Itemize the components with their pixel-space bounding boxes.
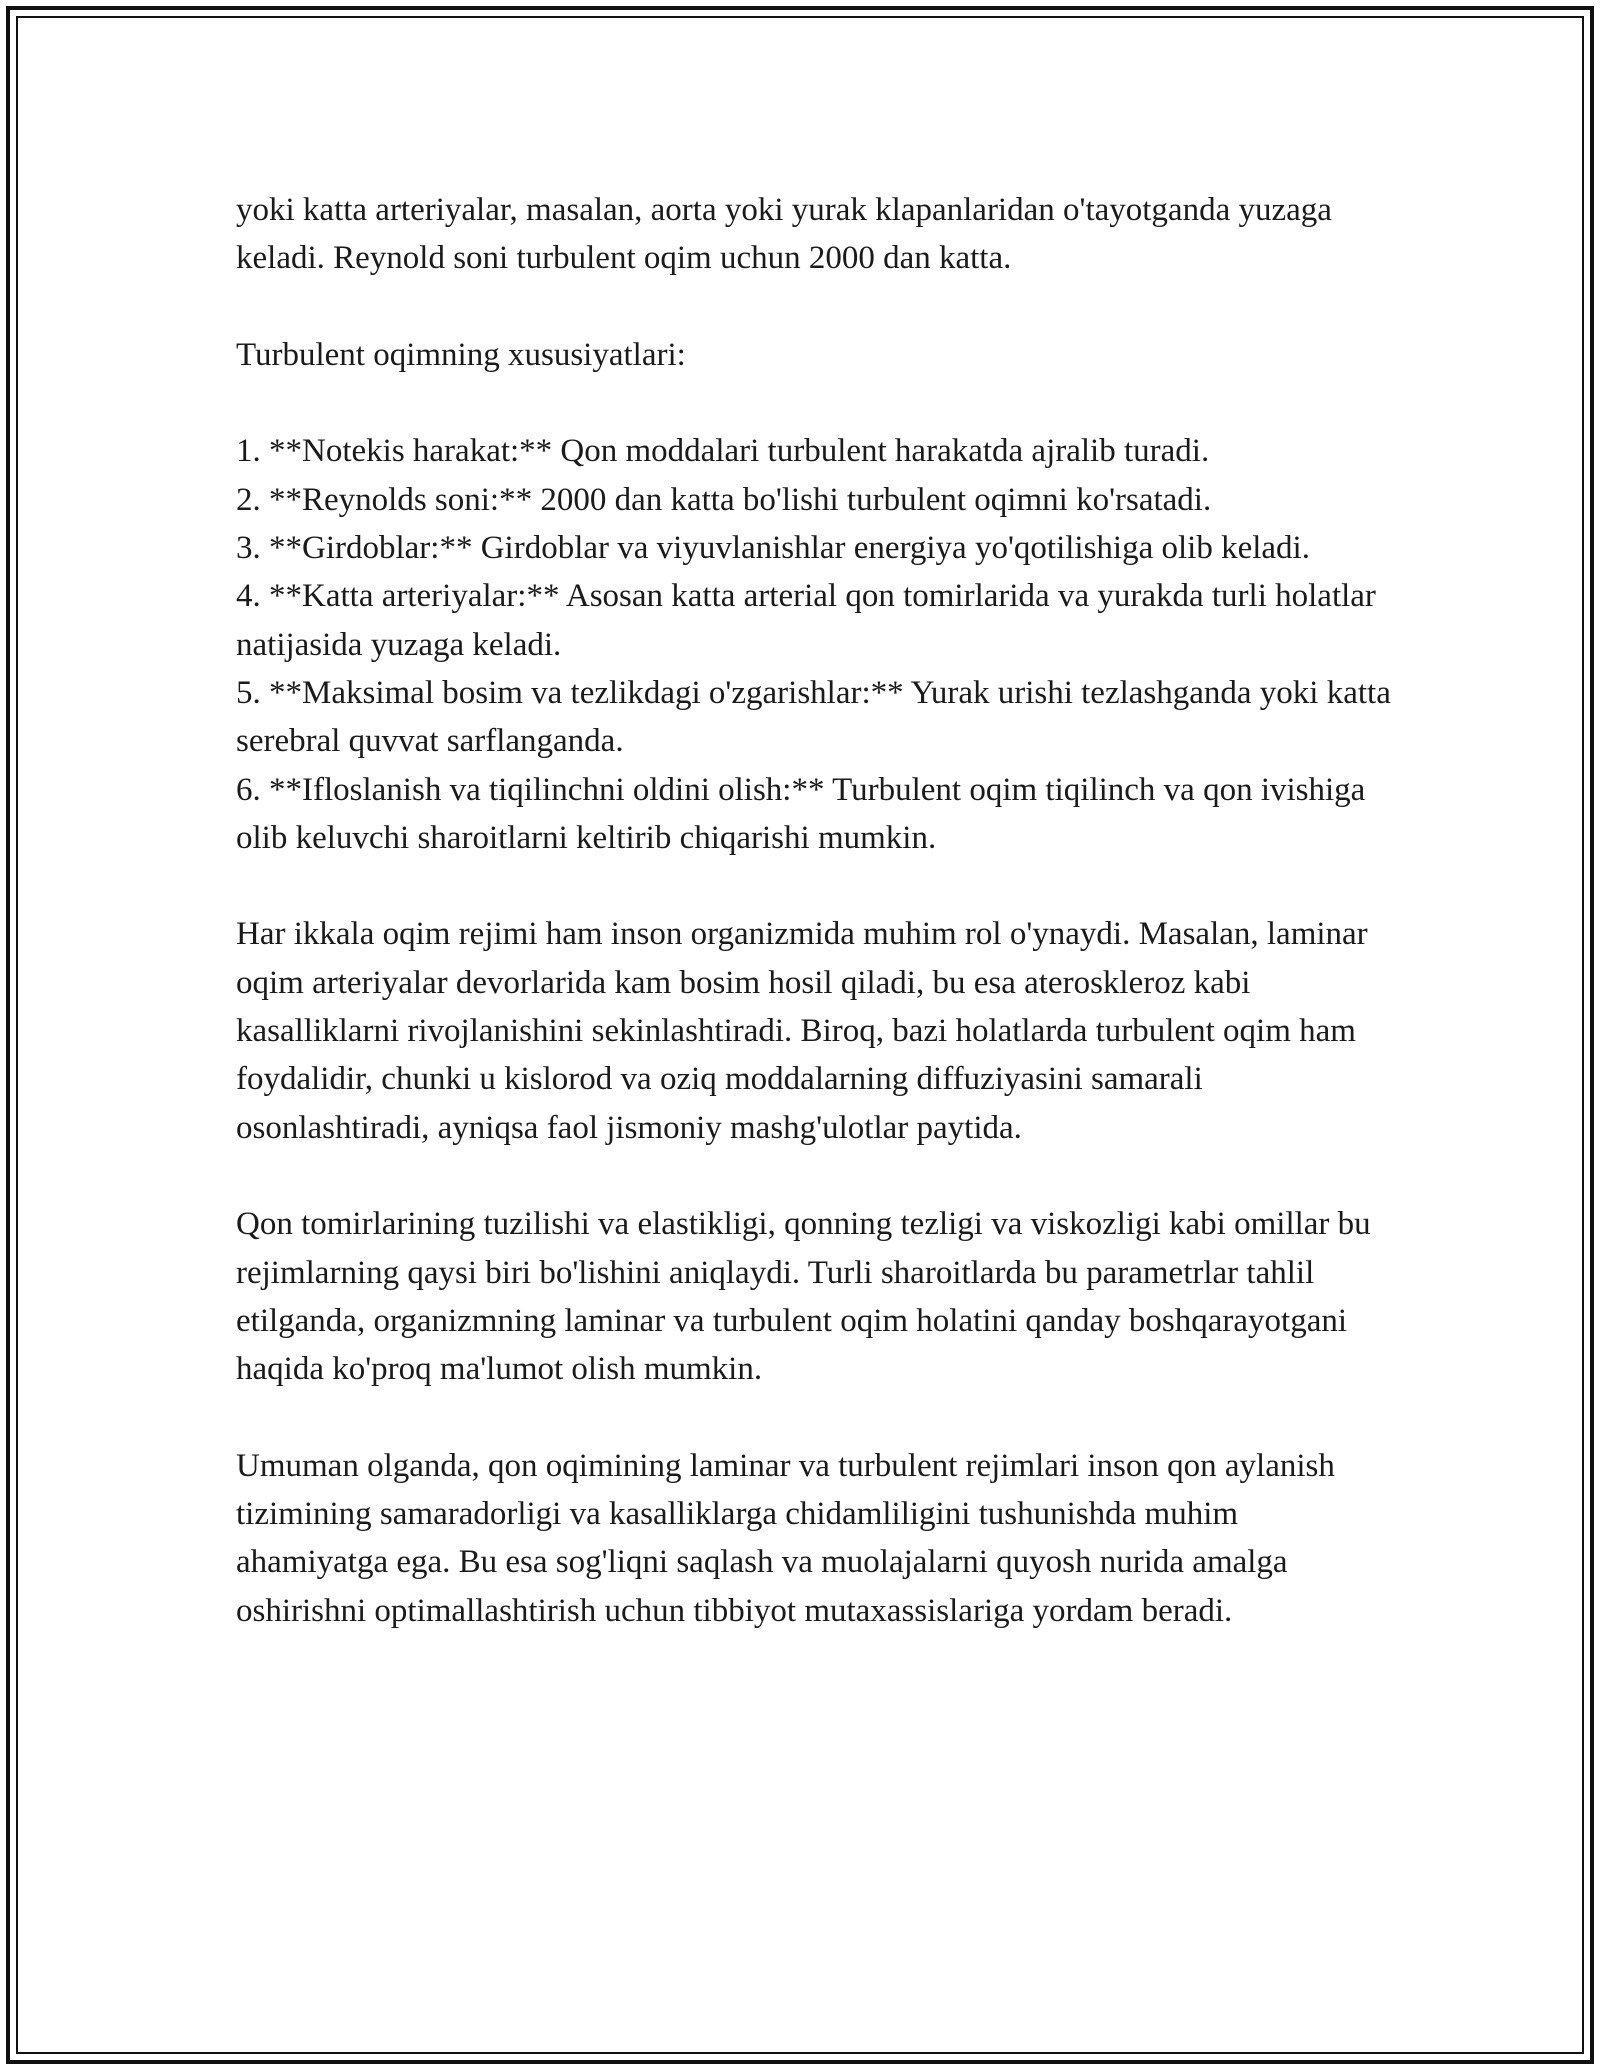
paragraph-factors: Qon tomirlarining tuzilishi va elastikligi, qonning tezligi va viskozligi kabi omillar bu rejimlarning qaysi biri bo'lishini aniqlaydi. Turli sharoitlarda bu parametrlar tahlil etilganda, organizmning laminar va turbulent oqim holatini qanday boshqarayotgani haqida ko'proq ma'lumot olish mumkin. xyxy=(236,1206,1371,1388)
document-body xyxy=(236,186,1396,1683)
section-heading: Turbulent oqimning xususiyatlari: xyxy=(236,336,686,373)
feature-list xyxy=(236,427,1396,862)
paragraph-regimes: Har ikkala oqim rejimi ham inson organizmida muhim rol o'ynaydi. Masalan, laminar oqim arteriyalar devorlarida kam bosim hosil qiladi, bu esa ateroskleroz kabi kasalliklarni rivojlanishini sekinlashtiradi. Biroq, bazi holatlarda turbulent oqim ham foydalidir, chunki u kislorod va oziq moddalarning diffuziyasini samarali osonlashtiradi, ayniqsa faol jismoniy mashg'ulotlar paytida. xyxy=(236,916,1368,1146)
list-item: 2. **Reynolds soni:** 2000 dan katta bo'lishi turbulent oqimni ko'rsatadi. xyxy=(236,481,1212,518)
list-item: 6. **Ifloslanish va tiqilinchni oldini olish:** Turbulent oqim tiqilinch va qon ivishiga olib keluvchi sharoitlarni keltirib chiqarishi mumkin. xyxy=(236,771,1366,856)
list-item: 3. **Girdoblar:** Girdoblar va viyuvlanishlar energiya yo'qotilishiga olib keladi. xyxy=(236,530,1310,567)
list-item: 1. **Notekis harakat:** Qon moddalari turbulent harakatda ajralib turadi. xyxy=(236,433,1210,470)
paragraph-conclusion: Umuman olganda, qon oqimining laminar va turbulent rejimlari inson qon aylanish tizimining samaradorligi va kasalliklarga chidamliligini tushunishda muhim ahamiyatga ega. Bu esa sog'liqni saqlash va muolajalarni quyosh nurida amalga oshirishni optimallashtirish uchun tibbiyot mutaxassislariga yordam beradi. xyxy=(236,1447,1335,1629)
list-item: 4. **Katta arteriyalar:** Asosan katta arterial qon tomirlarida va yurakda turli holatlar natijasida yuzaga keladi. xyxy=(236,578,1376,663)
list-item: 5. **Maksimal bosim va tezlikdagi o'zgarishlar:** Yurak urishi tezlashganda yoki katta serebral quvvat sarflanganda. xyxy=(236,674,1391,760)
paragraph-intro: yoki katta arteriyalar, masalan, aorta yoki yurak klapanlaridan o'tayotganda yuzaga keladi. Reynold soni turbulent oqim uchun 2000 dan katta. xyxy=(236,192,1332,277)
